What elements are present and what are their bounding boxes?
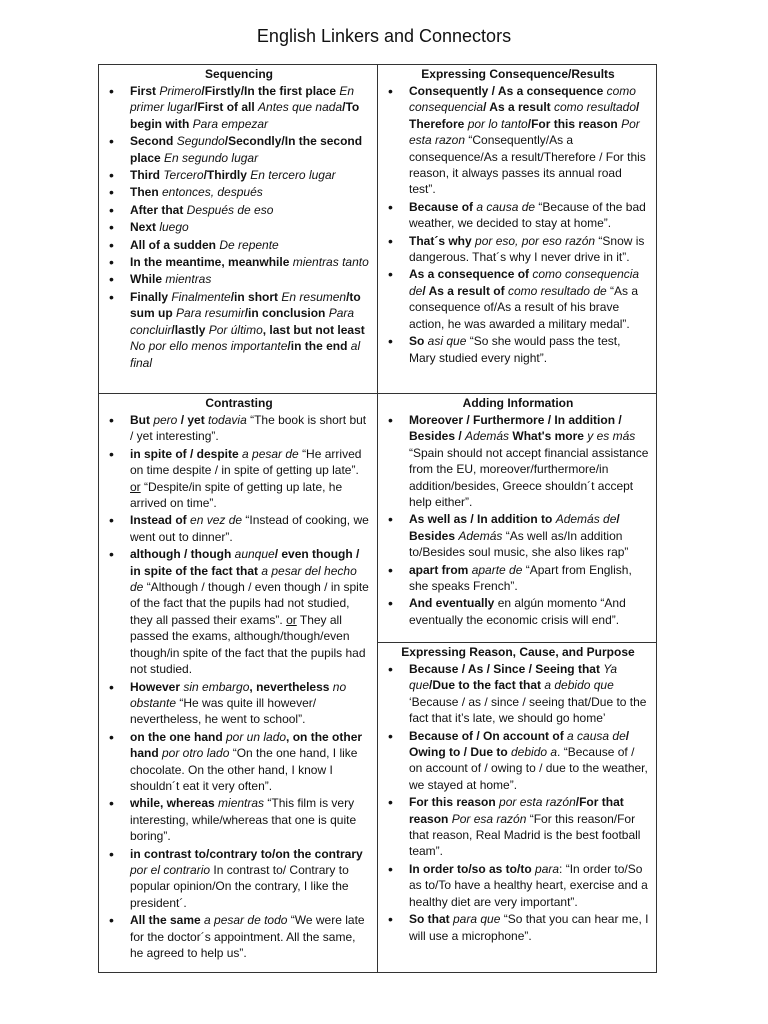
text-run: por otro lado bbox=[162, 746, 233, 761]
list-item bbox=[107, 254, 371, 270]
text-run: While bbox=[130, 272, 166, 287]
text-run: Además bbox=[465, 429, 513, 444]
text-run: / Owing to / Due to bbox=[409, 728, 630, 760]
list-item bbox=[107, 679, 371, 728]
text-run: “Instead of cooking, we went out to dinner”. bbox=[130, 513, 369, 544]
text-run: sin embargo bbox=[183, 679, 250, 694]
section-contrasting bbox=[98, 393, 378, 973]
text-run: Por último bbox=[208, 322, 263, 337]
section-reason-cause-purpose bbox=[377, 642, 657, 973]
list-item bbox=[386, 911, 650, 944]
text-run: “Apart from English, she speaks French”. bbox=[409, 562, 632, 594]
list-item bbox=[107, 237, 371, 253]
text-run: debido a bbox=[511, 745, 558, 760]
list-item bbox=[386, 661, 650, 727]
list-item bbox=[107, 167, 371, 183]
text-run: Consequently / As a consequence bbox=[409, 84, 607, 98]
text-run: “Spain should not accept financial assistance from the EU, moreover/furthermore/in addition/besides, Greece shouldn´t accept help either”. bbox=[409, 445, 649, 510]
text-run: a causa de bbox=[476, 199, 539, 214]
list-item bbox=[107, 289, 371, 371]
text-run: Antes que nada bbox=[258, 100, 343, 115]
text-run: In the meantime, meanwhile bbox=[130, 255, 293, 270]
text-run: asi que bbox=[427, 334, 470, 349]
linker-list bbox=[386, 661, 650, 944]
text-run: Para concluir bbox=[130, 306, 355, 337]
text-run: y es más bbox=[587, 429, 636, 444]
list-item bbox=[107, 202, 371, 218]
list-item bbox=[107, 219, 371, 235]
list-item bbox=[386, 861, 650, 910]
text-run: /First of all bbox=[194, 100, 259, 115]
text-run: Además de bbox=[555, 512, 617, 527]
text-run: En tercero lugar bbox=[250, 168, 336, 183]
list-item bbox=[386, 728, 650, 794]
text-run: Because of / On account of bbox=[409, 728, 568, 743]
text-run: In order to/so as to/to bbox=[409, 861, 536, 876]
text-run: luego bbox=[159, 220, 189, 235]
text-run: “Because of the bad weather, we decided to stay at home”. bbox=[409, 199, 646, 231]
text-run: pero bbox=[153, 413, 181, 427]
text-run: or bbox=[286, 612, 297, 627]
text-run: Por esa razón bbox=[451, 811, 530, 826]
section-heading: Contrasting bbox=[205, 396, 273, 410]
list-item bbox=[107, 546, 371, 677]
list-item bbox=[107, 271, 371, 287]
text-run: What's more bbox=[512, 429, 588, 444]
text-run: , on the other hand bbox=[130, 729, 363, 761]
text-run: En primer lugar bbox=[130, 84, 355, 115]
text-run: Ya que bbox=[409, 662, 618, 693]
section-heading: Sequencing bbox=[204, 67, 273, 81]
text-run: ‘Because / as / since / seeing that/Due to the fact that it’s late, we should go home’ bbox=[409, 694, 647, 726]
text-run: Para resumir bbox=[176, 306, 245, 321]
list-item bbox=[386, 83, 650, 198]
list-item bbox=[107, 412, 371, 445]
list-item bbox=[107, 846, 371, 912]
text-run: al final bbox=[130, 339, 361, 370]
linker-list bbox=[386, 412, 650, 628]
text-run: But bbox=[130, 413, 154, 427]
page-title: English Linkers and Connectors bbox=[256, 26, 512, 46]
text-run: como consequencia de bbox=[409, 267, 640, 298]
list-item bbox=[107, 729, 371, 795]
text-run: / As a result bbox=[483, 100, 554, 115]
text-run: De repente bbox=[219, 237, 279, 252]
text-run: Por esta razon bbox=[409, 116, 640, 148]
list-item bbox=[386, 199, 650, 232]
text-run: para bbox=[535, 861, 560, 876]
section-sequencing bbox=[98, 64, 378, 394]
text-run: a pesar del hecho de bbox=[130, 563, 357, 595]
text-run: /Firstly/In the first place bbox=[201, 84, 340, 98]
text-run: All of a sudden bbox=[130, 237, 220, 252]
list-item bbox=[107, 83, 371, 132]
text-run: aparte de bbox=[471, 562, 526, 577]
section-consequence bbox=[377, 64, 657, 394]
text-run: /Secondly/In the second place bbox=[130, 134, 363, 165]
text-run: Primero bbox=[159, 84, 202, 98]
linker-list bbox=[386, 83, 650, 366]
text-run: “He arrived on time despite / in spite of getting up late”. bbox=[130, 446, 362, 478]
list-item bbox=[107, 133, 371, 166]
text-run: “As well as/In addition to/Besides soul music, she also likes rap” bbox=[409, 528, 629, 560]
text-run: Because of bbox=[409, 199, 477, 214]
text-run: , nevertheless bbox=[249, 679, 333, 694]
text-run: aunque bbox=[234, 547, 275, 562]
text-run: por un lado bbox=[226, 729, 287, 744]
text-run: “Snow is dangerous. That´s why I never drive in it”. bbox=[409, 233, 645, 265]
text-run: “This film is very interesting, while/whereas that one is quite boring”. bbox=[130, 796, 357, 844]
text-run: “Consequently/As a consequence/As a result/Therefore / For this reason, it always passes its annual road test”. bbox=[409, 133, 646, 197]
list-item bbox=[107, 795, 371, 844]
text-run: Instead of bbox=[130, 513, 191, 528]
list-item bbox=[107, 446, 371, 512]
text-run: /For that reason bbox=[409, 795, 624, 826]
text-run: como consequencia bbox=[409, 84, 636, 115]
text-run: although / though bbox=[130, 547, 235, 562]
text-run: They all passed the exams, although/though/even though/in spite of the fact that the pupils had not studied. bbox=[130, 612, 366, 677]
text-run: while, whereas bbox=[130, 796, 219, 811]
text-run: /in the end bbox=[287, 339, 351, 354]
text-run: mientras bbox=[218, 796, 268, 811]
list-item bbox=[107, 512, 371, 545]
text-run: mientras bbox=[165, 272, 212, 287]
text-run: Moreover / Furthermore / In addition / Besides / bbox=[409, 413, 622, 444]
text-run: /Thirdly bbox=[203, 168, 251, 183]
text-run: Segundo bbox=[176, 134, 225, 149]
text-run: No por ello menos importante bbox=[130, 339, 288, 354]
text-run: como resultado de bbox=[507, 283, 610, 298]
text-run: Además bbox=[458, 528, 506, 543]
text-run: /To begin with bbox=[130, 100, 360, 131]
text-run: Tercero bbox=[163, 168, 204, 183]
text-run: So bbox=[409, 334, 428, 349]
text-run: en vez de bbox=[190, 513, 246, 528]
text-run: por eso, por eso razón bbox=[475, 233, 599, 248]
text-run: “So that you can hear me, I will use a microphone”. bbox=[409, 912, 649, 943]
text-run: In contrast to/ Contrary to popular opinion/On the contrary, I like the president´. bbox=[130, 862, 349, 910]
text-run: /to sum up bbox=[130, 289, 361, 321]
text-run: apart from bbox=[409, 562, 472, 577]
text-run: Next bbox=[130, 220, 160, 235]
section-heading: Expressing Reason, Cause, and Purpose bbox=[401, 645, 635, 659]
text-run: Finalmente bbox=[171, 289, 231, 304]
text-run: en algún momento “And eventually the economic crisis will end”. bbox=[409, 596, 626, 627]
text-run: So that bbox=[409, 912, 453, 927]
text-run: : “In order to/So as to/To have a healthy heart, exercise and a healthy diet are very important”. bbox=[409, 861, 648, 909]
text-run: / even though / in spite of the fact that bbox=[130, 547, 360, 578]
text-run: todavia bbox=[208, 413, 251, 427]
text-run: or bbox=[130, 479, 141, 494]
text-run: in spite of / despite bbox=[130, 446, 243, 461]
text-run: a debido que bbox=[544, 678, 614, 693]
text-run: “He was quite ill however/ nevertheless, he went to school”. bbox=[130, 695, 317, 727]
linker-list bbox=[107, 412, 371, 961]
text-run: in contrast to/contrary to/on the contrary bbox=[130, 846, 363, 861]
text-run: Then bbox=[130, 185, 162, 200]
text-run: para que bbox=[453, 912, 504, 927]
section-adding-information bbox=[377, 393, 657, 643]
text-run: “We were late for the doctor´s appointment. All the same, he agreed to help us”. bbox=[130, 913, 365, 960]
text-run: / As a result of bbox=[422, 283, 508, 298]
list-item bbox=[386, 511, 650, 560]
text-run: Finally bbox=[130, 289, 172, 304]
text-run: “For this reason/For that reason, Real Madrid is the best football team”. bbox=[409, 811, 641, 859]
text-run: Because / As / Since / Seeing that bbox=[409, 662, 604, 676]
text-run: En resumen bbox=[281, 289, 347, 304]
text-run: / Therefore bbox=[409, 100, 640, 131]
text-run: First bbox=[130, 84, 160, 98]
section-heading: Expressing Consequence/Results bbox=[421, 67, 615, 81]
text-run: /in conclusion bbox=[244, 306, 329, 321]
text-run: on the one hand bbox=[130, 729, 226, 744]
text-run: . “Because of / on account of / owing to / due to the weather, we stayed at home”. bbox=[409, 745, 648, 792]
text-run: por esta razón bbox=[499, 795, 576, 810]
list-item bbox=[386, 333, 650, 366]
linker-list bbox=[107, 83, 371, 371]
text-run: , last but not least bbox=[262, 322, 365, 337]
text-run: “The book is short but / yet interesting”. bbox=[130, 413, 367, 444]
text-run: /in short bbox=[230, 289, 282, 304]
section-heading: Adding Information bbox=[462, 396, 574, 410]
text-run: Para empezar bbox=[192, 116, 269, 131]
text-run: como resultado bbox=[553, 100, 637, 115]
text-run: All the same bbox=[130, 913, 205, 928]
text-run: / yet bbox=[180, 413, 209, 427]
text-run: En segundo lugar bbox=[164, 150, 259, 165]
text-run: As a consequence of bbox=[409, 267, 533, 282]
list-item bbox=[386, 412, 650, 510]
list-item bbox=[107, 184, 371, 200]
text-run: por el contrario bbox=[130, 862, 214, 877]
text-run: For this reason bbox=[409, 795, 500, 810]
list-item bbox=[107, 912, 371, 961]
text-run: However bbox=[130, 679, 184, 694]
text-run: Third bbox=[130, 168, 164, 183]
text-run: That´s why bbox=[409, 233, 476, 248]
text-run: “Although / though / even though / in spite of the fact that the pupils had not studied, they all passed their exams”. bbox=[130, 580, 369, 627]
text-run: “As a consequence of/As a result of his brave action, he was awarded a military medal”. bbox=[409, 283, 639, 331]
text-run: mientras tanto bbox=[292, 255, 369, 270]
text-run: a pesar de todo bbox=[204, 913, 291, 928]
text-run: /lastly bbox=[171, 322, 209, 337]
text-run: /For this reason bbox=[527, 116, 622, 131]
list-item bbox=[386, 794, 650, 860]
text-run: / Besides bbox=[409, 512, 620, 543]
text-run: As well as / In addition to bbox=[409, 512, 556, 527]
text-run: Después de eso bbox=[186, 202, 274, 217]
list-item bbox=[386, 595, 650, 628]
text-run: entonces, después bbox=[162, 185, 263, 200]
text-run: “On the one hand, I like chocolate. On the other hand, I know I shouldn´t eat it very often”. bbox=[130, 746, 358, 793]
text-run: “So she would pass the test, Mary studied every night”. bbox=[409, 334, 621, 365]
text-run: a pesar de bbox=[242, 446, 303, 461]
text-run: no obstante bbox=[130, 679, 347, 710]
list-item bbox=[386, 562, 650, 595]
list-item bbox=[386, 266, 650, 332]
text-run: After that bbox=[130, 202, 187, 217]
text-run: a causa de bbox=[567, 728, 626, 743]
text-run: /Due to the fact that bbox=[429, 678, 545, 693]
text-run: “Despite/in spite of getting up late, he arrived on time”. bbox=[130, 479, 343, 511]
text-run: Second bbox=[130, 134, 177, 149]
text-run: And eventually bbox=[409, 596, 498, 611]
text-run: por lo tanto bbox=[467, 116, 528, 131]
list-item bbox=[386, 233, 650, 266]
